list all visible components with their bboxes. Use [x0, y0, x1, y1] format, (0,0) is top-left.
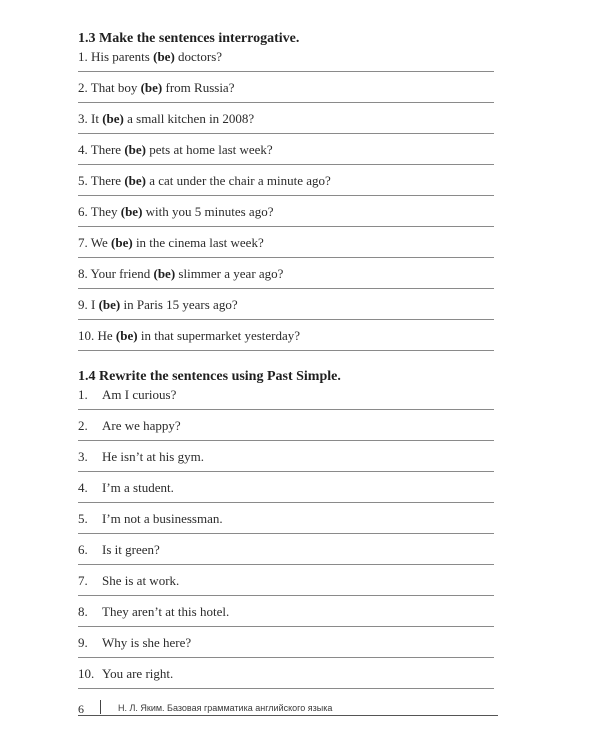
answer-line[interactable] [78, 688, 494, 689]
answer-line[interactable] [78, 564, 494, 565]
sentence [78, 603, 229, 621]
item-number: 1. [78, 387, 88, 402]
answer-line[interactable] [78, 195, 494, 196]
sentence [78, 296, 238, 314]
item-number: 6. [78, 542, 88, 557]
exercise-1-3-item [78, 79, 494, 110]
section-spacer [78, 358, 494, 368]
page-number: 6 [78, 702, 84, 716]
item-number: 10. [78, 666, 95, 681]
exercise-1-3-item [78, 234, 494, 265]
sentence [78, 417, 181, 435]
exercise-1-4-heading: 1.4 Rewrite the sentences using Past Simple. [78, 369, 341, 384]
exercise-1-3-item [78, 203, 494, 234]
sentence [78, 510, 223, 528]
item-number: 4. [78, 480, 88, 495]
answer-line[interactable] [78, 288, 494, 289]
verb-hint: (be) [153, 266, 176, 281]
sentence-start: 10. He [78, 328, 116, 343]
sentence-text: Is it green? [102, 542, 160, 557]
answer-line[interactable] [78, 502, 494, 503]
sentence-start: 2. That boy [78, 80, 141, 95]
sentence-end: pets at home last week? [146, 142, 273, 157]
verb-hint: (be) [120, 204, 143, 219]
sentence-start: 5. There [78, 173, 125, 188]
answer-line[interactable] [78, 226, 494, 227]
exercise-1-4-item [78, 448, 494, 479]
sentence-text: He isn’t at his gym. [102, 449, 204, 464]
exercise-1-4-item [78, 665, 494, 696]
exercise-1-3-heading: 1.3 Make the sentences interrogative. [78, 31, 300, 46]
sentence-text: Why is she here? [102, 635, 192, 650]
exercise-1-4-item [78, 541, 494, 572]
verb-hint: (be) [124, 142, 146, 157]
answer-line[interactable] [78, 595, 494, 596]
sentence [78, 79, 234, 97]
exercise-1-3-item [78, 110, 494, 141]
exercise-1-4-item [78, 572, 494, 603]
sentence [78, 48, 222, 66]
sentence-end: slimmer a year ago? [175, 266, 284, 281]
sentence-end: a cat under the chair a minute ago? [146, 173, 331, 188]
sentence-end: with you 5 minutes ago? [142, 204, 274, 219]
answer-line[interactable] [78, 350, 494, 351]
sentence-text: Am I curious? [102, 387, 177, 402]
verb-hint: (be) [140, 80, 163, 95]
verb-hint: (be) [115, 328, 138, 343]
book-title: Н. Л. Яким. Базовая грамматика английского языка [118, 703, 333, 713]
sentence-text: I’m a student. [102, 480, 174, 495]
item-number: 9. [78, 635, 88, 650]
page-footer [78, 700, 498, 716]
sentence [78, 448, 204, 466]
sentence [78, 327, 300, 345]
item-number: 3. [78, 449, 88, 464]
sentence-start: 8. Your friend [78, 266, 154, 281]
worksheet-page [78, 30, 494, 696]
sentence-start: 3. It [78, 111, 103, 126]
answer-line[interactable] [78, 657, 494, 658]
sentence [78, 172, 331, 190]
sentence [78, 265, 283, 283]
sentence [78, 479, 174, 497]
sentence-end: from Russia? [162, 80, 235, 95]
exercise-1-3-item [78, 327, 494, 358]
verb-hint: (be) [153, 49, 175, 64]
exercise-1-3-item [78, 48, 494, 79]
answer-line[interactable] [78, 257, 494, 258]
sentence-start: 7. We [78, 235, 112, 250]
verb-hint: (be) [102, 111, 124, 126]
sentence-text: I’m not a businessman. [102, 511, 223, 526]
sentence-end: a small kitchen in 2008? [123, 111, 255, 126]
exercise-1-3-item [78, 265, 494, 296]
sentence [78, 203, 273, 221]
exercise-1-3-item [78, 141, 494, 172]
footer-rule [78, 715, 498, 716]
sentence-text: They aren’t at this hotel. [102, 604, 230, 619]
sentence [78, 234, 264, 252]
sentence-text: You are right. [102, 666, 174, 681]
sentence [78, 541, 160, 559]
sentence-end: in that supermarket yesterday? [137, 328, 301, 343]
sentence [78, 634, 191, 652]
sentence [78, 572, 179, 590]
exercise-1-3-item [78, 296, 494, 327]
sentence-start: 4. There [78, 142, 125, 157]
exercise-1-4-item [78, 479, 494, 510]
exercise-1-4-item [78, 510, 494, 541]
answer-line[interactable] [78, 133, 494, 134]
answer-line[interactable] [78, 471, 494, 472]
sentence [78, 386, 176, 404]
sentence-end: in Paris 15 years ago? [120, 297, 238, 312]
answer-line[interactable] [78, 71, 494, 72]
exercise-1-4-item [78, 603, 494, 634]
exercise-1-4-item [78, 386, 494, 417]
answer-line[interactable] [78, 626, 494, 627]
exercise-1-3-item [78, 172, 494, 203]
sentence-end: in the cinema last week? [132, 235, 264, 250]
answer-line[interactable] [78, 102, 494, 103]
sentence [78, 110, 254, 128]
answer-line[interactable] [78, 164, 494, 165]
item-number: 5. [78, 511, 88, 526]
item-number: 2. [78, 418, 88, 433]
sentence-end: doctors? [174, 49, 223, 64]
exercise-1-4-item [78, 634, 494, 665]
answer-line[interactable] [78, 319, 494, 320]
item-number: 7. [78, 573, 88, 588]
sentence-start: 1. His parents [78, 49, 154, 64]
answer-line[interactable] [78, 409, 494, 410]
exercise-1-4-item [78, 417, 494, 448]
sentence-start: 6. They [78, 204, 121, 219]
answer-line[interactable] [78, 533, 494, 534]
sentence-text: Are we happy? [102, 418, 181, 433]
item-number: 8. [78, 604, 88, 619]
footer-divider [100, 700, 101, 714]
verb-hint: (be) [124, 173, 146, 188]
verb-hint: (be) [98, 297, 121, 312]
verb-hint: (be) [111, 235, 133, 250]
sentence-text: She is at work. [102, 573, 180, 588]
answer-line[interactable] [78, 440, 494, 441]
sentence [78, 141, 273, 159]
sentence-start: 9. I [78, 297, 99, 312]
sentence [78, 665, 173, 683]
